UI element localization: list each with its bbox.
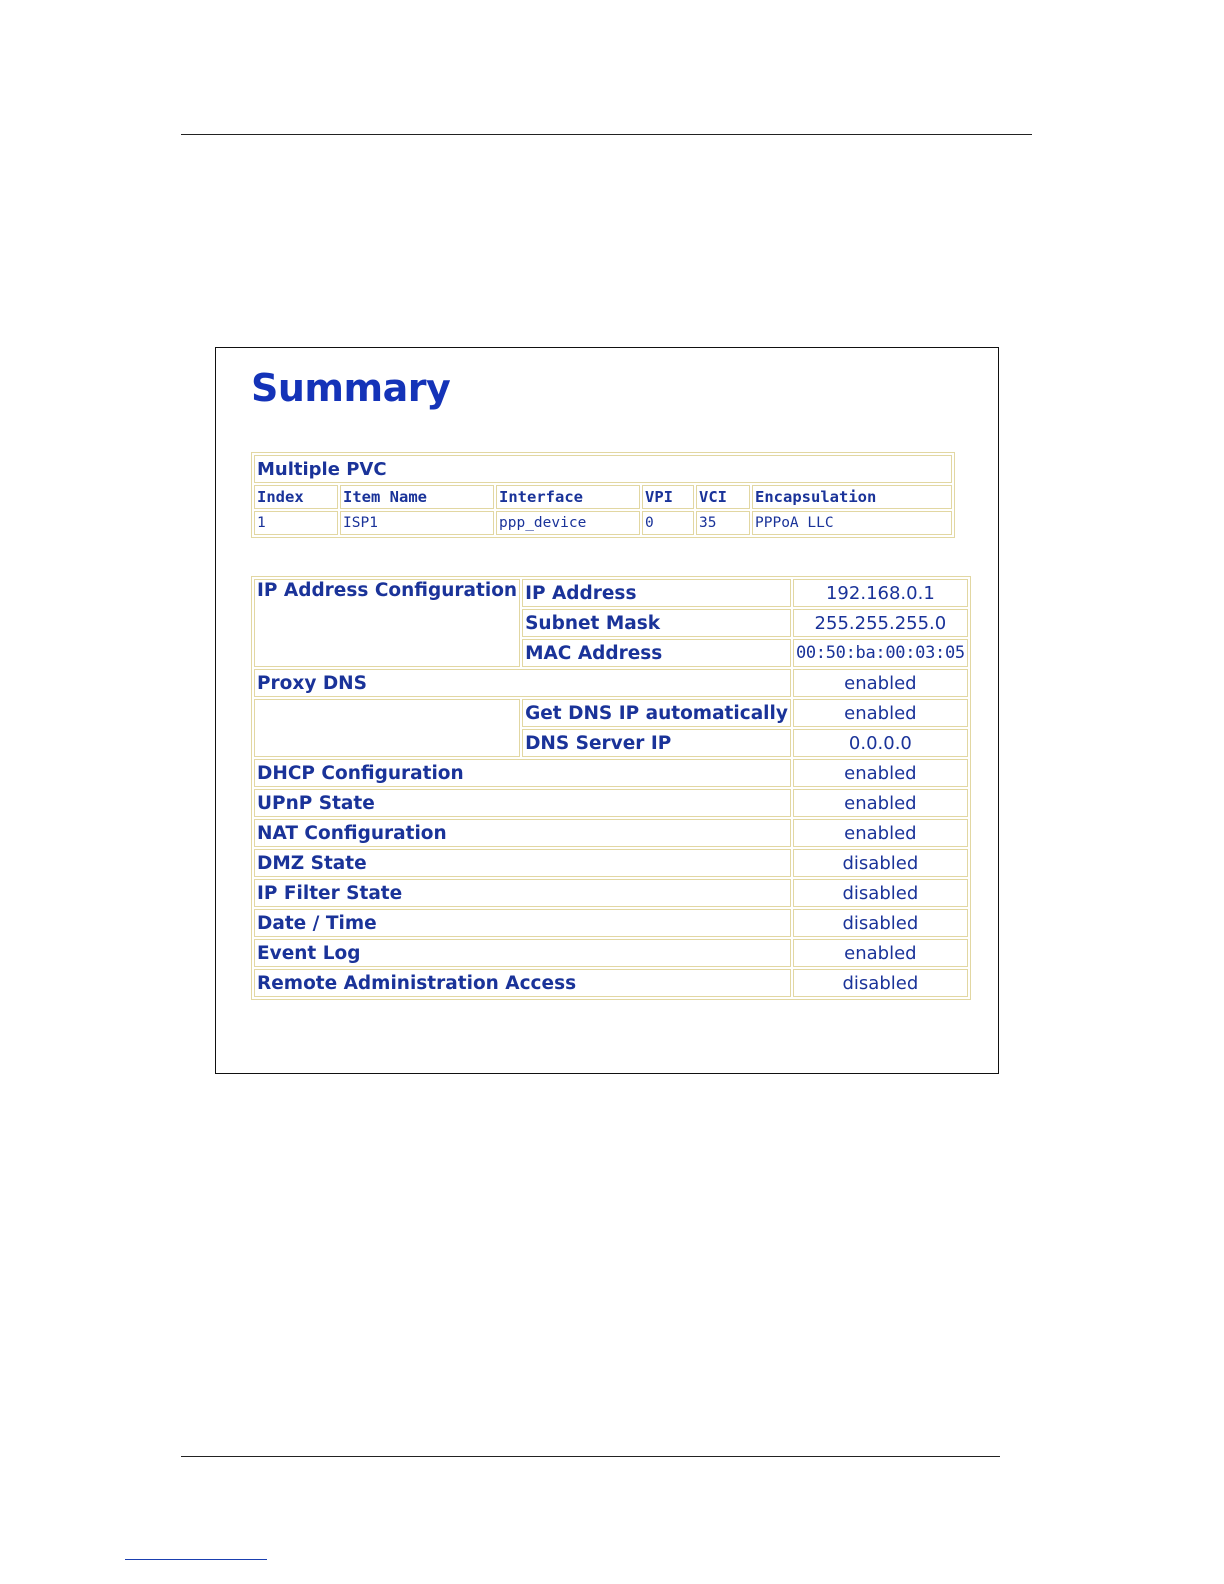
cell-interface: ppp_device xyxy=(496,511,640,535)
column-header-item-name: Item Name xyxy=(340,485,494,509)
pvc-table xyxy=(251,452,955,538)
upnp-state-row xyxy=(254,789,968,817)
summary-screenshot xyxy=(215,347,999,1074)
event-log-value: enabled xyxy=(793,939,968,967)
subnet-mask-value: 255.255.255.0 xyxy=(793,609,968,637)
header-rule xyxy=(181,134,1032,135)
proxy-dns-spacer-cell xyxy=(254,699,520,757)
proxy-dns-value: enabled xyxy=(793,669,968,697)
mac-address-value: 00:50:ba:00:03:05 xyxy=(793,639,968,667)
footer-rule xyxy=(181,1456,1000,1457)
ip-address-row xyxy=(254,579,968,607)
date-time-value: disabled xyxy=(793,909,968,937)
column-header-vci: VCI xyxy=(696,485,750,509)
ip-filter-state-label: IP Filter State xyxy=(254,879,791,907)
dhcp-config-row xyxy=(254,759,968,787)
dmz-state-value: disabled xyxy=(793,849,968,877)
ip-config-label: IP Address Configuration xyxy=(254,579,520,667)
remote-admin-value: disabled xyxy=(793,969,968,997)
pvc-title-row xyxy=(254,455,952,483)
table-row xyxy=(254,511,952,535)
pvc-table-title: Multiple PVC xyxy=(254,455,952,483)
remote-admin-label: Remote Administration Access xyxy=(254,969,791,997)
cell-item-name: ISP1 xyxy=(340,511,494,535)
subnet-mask-label: Subnet Mask xyxy=(522,609,791,637)
nat-config-row xyxy=(254,819,968,847)
cell-vci: 35 xyxy=(696,511,750,535)
upnp-state-value: enabled xyxy=(793,789,968,817)
cell-index: 1 xyxy=(254,511,338,535)
get-dns-auto-label: Get DNS IP automatically xyxy=(522,699,791,727)
dmz-state-row xyxy=(254,849,968,877)
ip-filter-state-row xyxy=(254,879,968,907)
column-header-encapsulation: Encapsulation xyxy=(752,485,952,509)
proxy-dns-row xyxy=(254,669,968,697)
event-log-row xyxy=(254,939,968,967)
dhcp-config-value: enabled xyxy=(793,759,968,787)
pvc-header-row xyxy=(254,485,952,509)
dmz-state-label: DMZ State xyxy=(254,849,791,877)
get-dns-auto-value: enabled xyxy=(793,699,968,727)
status-table xyxy=(251,576,971,1000)
dhcp-config-label: DHCP Configuration xyxy=(254,759,791,787)
column-header-interface: Interface xyxy=(496,485,640,509)
ip-address-value: 192.168.0.1 xyxy=(793,579,968,607)
date-time-row xyxy=(254,909,968,937)
get-dns-auto-row xyxy=(254,699,968,727)
ip-address-label: IP Address xyxy=(522,579,791,607)
nat-config-label: NAT Configuration xyxy=(254,819,791,847)
footnote-rule xyxy=(125,1559,267,1560)
cell-vpi: 0 xyxy=(642,511,694,535)
column-header-vpi: VPI xyxy=(642,485,694,509)
column-header-index: Index xyxy=(254,485,338,509)
mac-address-label: MAC Address xyxy=(522,639,791,667)
upnp-state-label: UPnP State xyxy=(254,789,791,817)
dns-server-ip-value: 0.0.0.0 xyxy=(793,729,968,757)
ip-filter-state-value: disabled xyxy=(793,879,968,907)
event-log-label: Event Log xyxy=(254,939,791,967)
proxy-dns-label: Proxy DNS xyxy=(254,669,791,697)
remote-admin-row xyxy=(254,969,968,997)
page-title: Summary xyxy=(251,366,451,410)
dns-server-ip-label: DNS Server IP xyxy=(522,729,791,757)
nat-config-value: enabled xyxy=(793,819,968,847)
date-time-label: Date / Time xyxy=(254,909,791,937)
cell-encapsulation: PPPoA LLC xyxy=(752,511,952,535)
